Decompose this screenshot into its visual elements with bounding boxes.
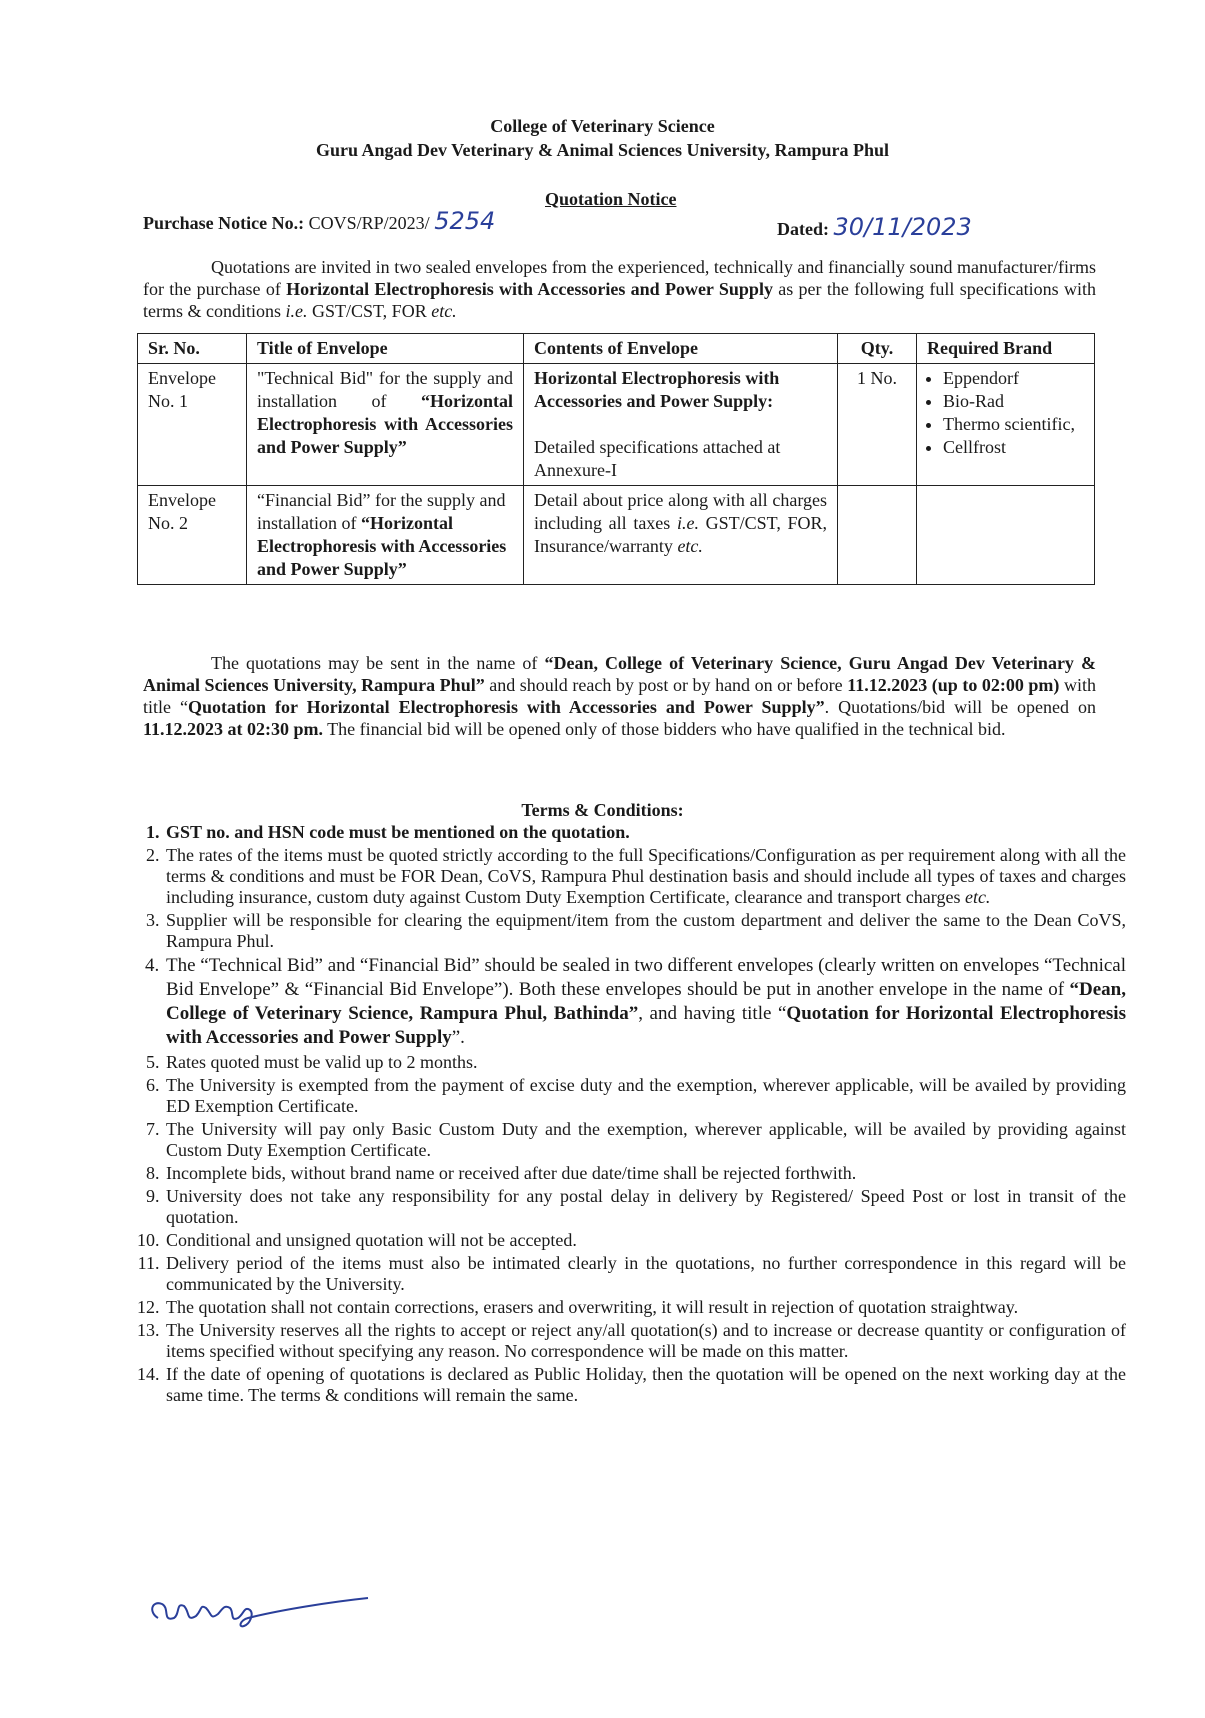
brand-item: • Eppendorf [943,367,1084,390]
col-title: Title of Envelope [247,334,524,364]
term-item: 1. GST no. and HSN code must be mentioned on the quotation. [164,822,1126,843]
brand-item: • Bio-Rad [943,390,1084,413]
table-row [138,486,1095,585]
envelope-1-brands [917,364,1095,486]
envelope-table [137,333,1095,585]
dated-label: Dated: [777,219,829,239]
envelope-2-contents: Detail about price along with all charges including all taxes i.e. GST/CST, FOR, Insurance/warranty etc. [524,486,838,585]
table-row [138,364,1095,486]
envelope-2-title: “Financial Bid” for the supply and installation of “Horizontal Electrophoresis with Accessories and Power Supply” [247,486,524,585]
signature-icon [140,1578,380,1638]
envelope-1-contents: Horizontal Electrophoresis with Accessories and Power Supply: Detailed specifications attached at Annexure-I [524,364,838,486]
brand-item: • Thermo scientific, [943,413,1084,436]
envelope-2-brands [917,486,1095,585]
col-qty: Qty. [838,334,917,364]
term-item: 5. Rates quoted must be valid up to 2 months. [164,1052,1126,1073]
term-item: 4. The “Technical Bid” and “Financial Bid” should be sealed in two different envelopes (clearly written on envelopes “Technical Bid Envelope” & “Financial Bid Envelope”). Both these envelopes should be put in another envelope in the name of “Dean, College of Veterinary Science, Rampura Phul, Bathinda”, and having title “Quotation for Horizontal Electrophoresis with Accessories and Power Supply”. [164,954,1126,1050]
envelope-1-sr: Envelope No. 1 [138,364,247,486]
purchase-handwritten-number: 5254 [434,207,496,235]
university-name: Guru Angad Dev Veterinary & Animal Sciences University, Rampura Phul [315,140,890,160]
term-item: 13. The University reserves all the rights to accept or reject any/all quotation(s) and to increase or decrease quantity or configuration of items specified without specifying any reason. No correspondence will be made on this matter. [164,1320,1126,1362]
college-name: College of Veterinary Science [490,116,715,136]
col-contents: Contents of Envelope [524,334,838,364]
purchase-prefix: COVS/RP/2023/ [308,213,430,233]
table-header-row [138,334,1095,364]
term-item: 12. The quotation shall not contain corrections, erasers and overwriting, it will result in rejection of quotation straightway. [164,1297,1126,1318]
col-sr-no: Sr. No. [138,334,247,364]
brand-item: • Cellfrost [943,436,1084,459]
notice-date [777,213,972,241]
terms-list [124,822,1126,1408]
term-item: 14. If the date of opening of quotations is declared as Public Holiday, then the quotation will be opened on the next working day at the same time. The terms & conditions will remain the same. [164,1364,1126,1406]
notice-title: Quotation Notice [545,189,677,209]
term-item: 10. Conditional and unsigned quotation will not be accepted. [164,1230,1126,1251]
term-item: 8. Incomplete bids, without brand name or received after due date/time shall be rejected forthwith. [164,1163,1126,1184]
envelope-2-qty [838,486,917,585]
term-item: 11. Delivery period of the items must also be intimated clearly in the quotations, no further correspondence in this regard will be communicated by the University. [164,1253,1126,1295]
envelope-2-sr: Envelope No. 2 [138,486,247,585]
envelope-1-title: "Technical Bid" for the supply and installation of “Horizontal Electrophoresis with Accessories and Power Supply” [247,364,524,486]
term-item: 7. The University will pay only Basic Custom Duty and the exemption, wherever applicable, will be availed by providing against Custom Duty Exemption Certificate. [164,1119,1126,1161]
purchase-label: Purchase Notice No.: [143,213,305,233]
term-item: 3. Supplier will be responsible for clearing the equipment/item from the custom department and deliver the same to the Dean CoVS, Rampura Phul. [164,910,1126,952]
intro-paragraph: Quotations are invited in two sealed envelopes from the experienced, technically and financially sound manufacturer/firms for the purchase of Horizontal Electrophoresis with Accessories and Power Supply as per the following full specifications with terms & conditions i.e. GST/CST, FOR etc. [143,257,1096,321]
envelope-1-qty: 1 No. [838,364,917,486]
handwritten-date: 30/11/2023 [833,213,972,241]
term-item: 6. The University is exempted from the payment of excise duty and the exemption, wherever applicable, will be availed by providing ED Exemption Certificate. [164,1075,1126,1117]
submission-paragraph: The quotations may be sent in the name of “Dean, College of Veterinary Science, Guru Angad Dev Veterinary & Animal Sciences University, Rampura Phul” and should reach by post or by hand on or before 11.12.2023 (up to 02:00 pm) with title “Quotation for Horizontal Electrophoresis with Accessories and Power Supply”. Quotations/bid will be opened on 11.12.2023 at 02:30 pm. The financial bid will be opened only of those bidders who have qualified in the technical bid. [143,653,1097,739]
purchase-notice-number [143,207,495,235]
terms-title: Terms & Conditions: [521,800,684,820]
term-item: 2. The rates of the items must be quoted strictly according to the full Specifications/Configuration as per requirement along with all the terms & conditions and must be FOR Dean, CoVS, Rampura Phul destination basis and should include all types of taxes and charges including insurance, custom duty against Custom Duty Exemption Certificate, clearance and transport charges etc. [164,845,1126,908]
term-item: 9. University does not take any responsibility for any postal delay in delivery by Registered/ Speed Post or lost in transit of the quotation. [164,1186,1126,1228]
col-brand: Required Brand [917,334,1095,364]
